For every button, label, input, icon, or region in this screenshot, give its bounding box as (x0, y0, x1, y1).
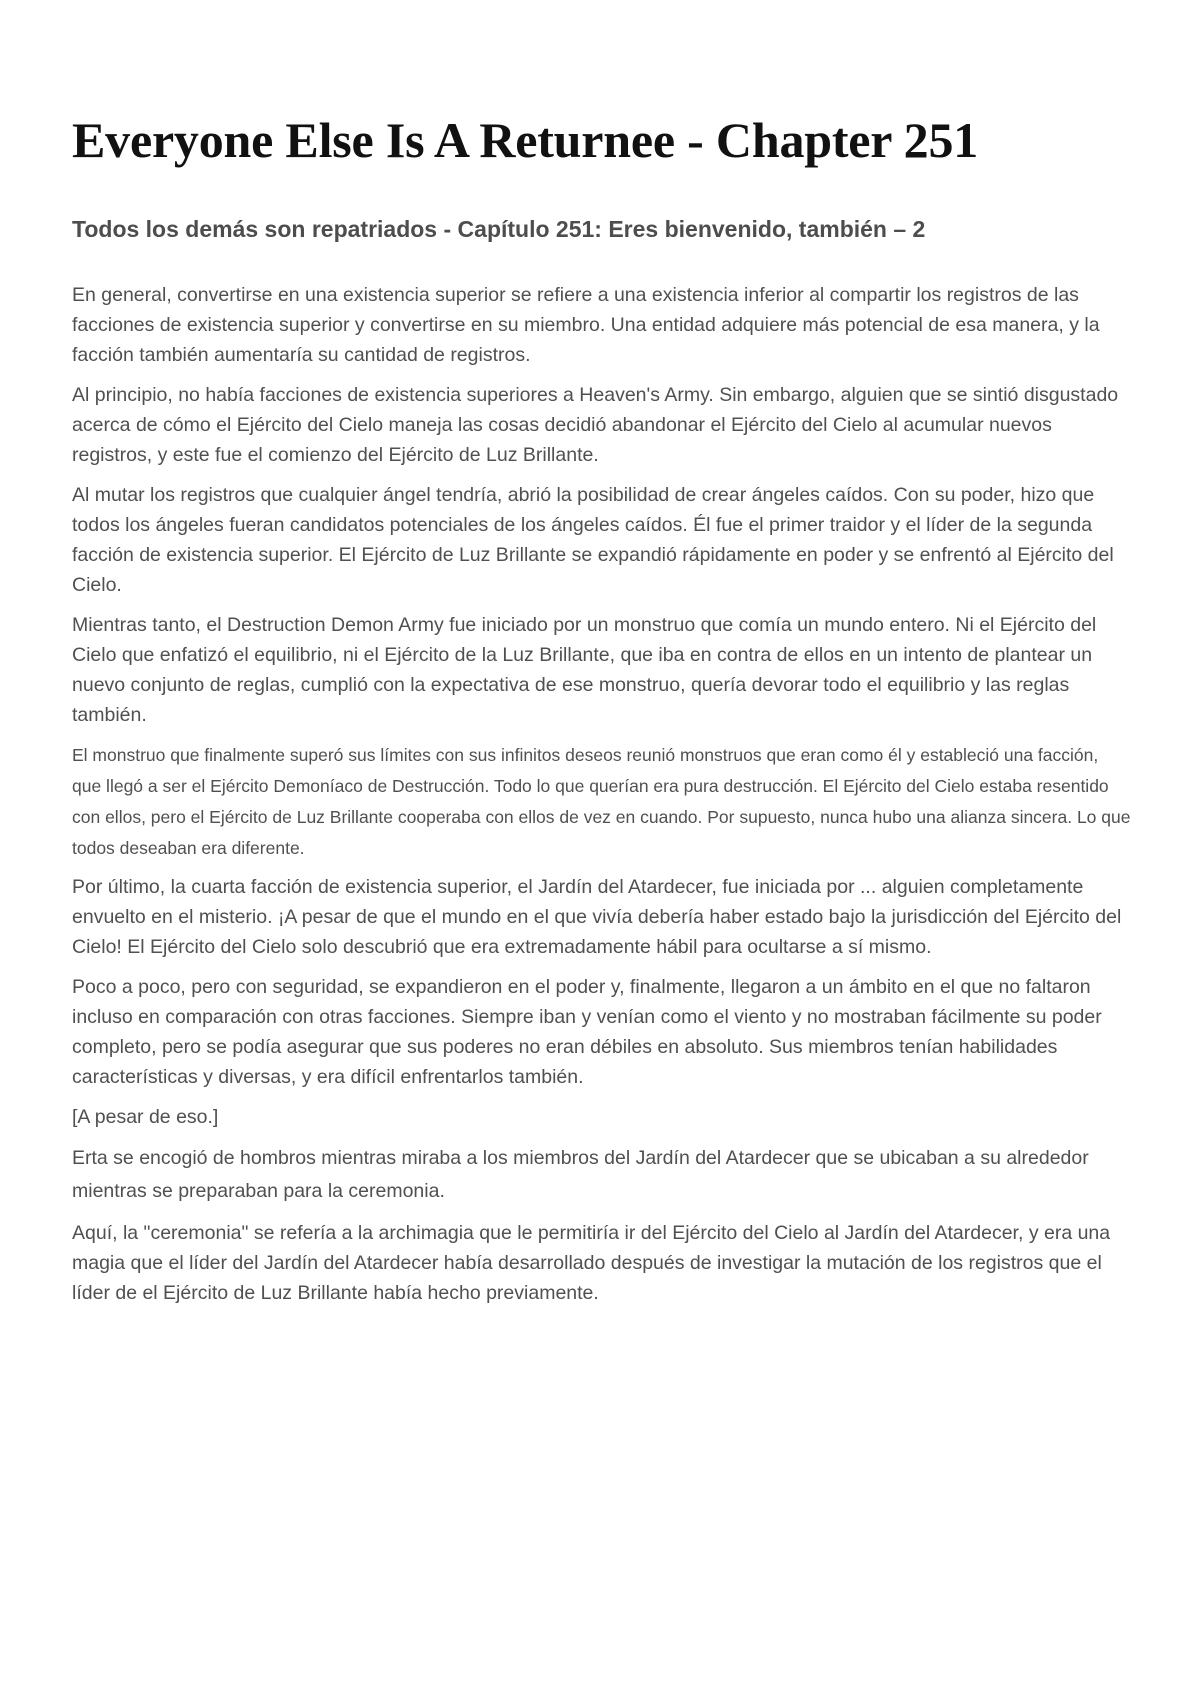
paragraph: El monstruo que finalmente superó sus límites con sus infinitos deseos reunió monstruos que eran como él y estableció una facción, que llegó a ser el Ejército Demoníaco de Destrucción. Todo lo que querían era pura destrucción. El Ejército del Cielo estaba resentido con ellos, pero el Ejército de Luz Brillante cooperaba con ellos de vez en cuando. Por supuesto, nunca hubo una alianza sincera. Lo que todos deseaban era diferente. (72, 745, 1131, 858)
chapter-subtitle: Todos los demás son repatriados - Capítulo 251: Eres bienvenido, también – 2 (72, 216, 926, 242)
paragraph: En general, convertirse en una existencia superior se refiere a una existencia inferior al compartir los registros de las facciones de existencia superior y convertirse en su miembro. Una entidad adquiere más potencial de esa manera, y la facción también aumentaría su cantidad de registros. (72, 284, 1100, 366)
paragraph: Al mutar los registros que cualquier ángel tendría, abrió la posibilidad de crear ángeles caídos. Con su poder, hizo que todos los ángeles fueran candidatos potenciales de los ángeles caídos. Él fue el primer traidor y el líder de la segunda facción de existencia superior. El Ejército de Luz Brillante se expandió rápidamente en poder y se enfrentó al Ejército del Cielo. (72, 484, 1114, 596)
document-page (72, 110, 1132, 1318)
paragraph: Por último, la cuarta facción de existencia superior, el Jardín del Atardecer, fue iniciada por ... alguien completamente envuelto en el misterio. ¡A pesar de que el mundo en el que vivía debería haber estado bajo la jurisdicción del Ejército del Cielo! El Ejército del Cielo solo descubrió que era extremadamente hábil para ocultarse a sí mismo. (72, 876, 1122, 958)
paragraph: Erta se encogió de hombros mientras miraba a los miembros del Jardín del Atardecer que se ubicaban a su alrededor mientras se preparaban para la ceremonia. (72, 1147, 1089, 1202)
page-title: Everyone Else Is A Returnee - Chapter 251 (72, 112, 979, 168)
paragraph: [A pesar de eso.] (72, 1106, 219, 1128)
paragraph: Mientras tanto, el Destruction Demon Army fue iniciado por un monstruo que comía un mundo entero. Ni el Ejército del Cielo que enfatizó el equilibrio, ni el Ejército de la Luz Brillante, que iba en contra de ellos en un intento de plantear un nuevo conjunto de reglas, cumplió con la expectativa de ese monstruo, quería devorar todo el equilibrio y las reglas también. (72, 614, 1097, 726)
paragraph: Al principio, no había facciones de existencia superiores a Heaven's Army. Sin embargo, alguien que se sintió disgustado acerca de cómo el Ejército del Cielo maneja las cosas decidió abandonar el Ejército del Cielo al acumular nuevos registros, y este fue el comienzo del Ejército de Luz Brillante. (72, 384, 1119, 466)
paragraph: Poco a poco, pero con seguridad, se expandieron en el poder y, finalmente, llegaron a un ámbito en el que no faltaron incluso en comparación con otras facciones. Siempre iban y venían como el viento y no mostraban fácilmente su poder completo, pero se podía asegurar que sus poderes no eran débiles en absoluto. Sus miembros tenían habilidades características y diversas, y era difícil enfrentarlos también. (72, 976, 1102, 1088)
paragraph: Aquí, la "ceremonia" se refería a la archimagia que le permitiría ir del Ejército del Cielo al Jardín del Atardecer, y era una magia que el líder del Jardín del Atardecer había desarrollado después de investigar la mutación de los registros que el líder de el Ejército de Luz Brillante había hecho previamente. (72, 1222, 1111, 1304)
